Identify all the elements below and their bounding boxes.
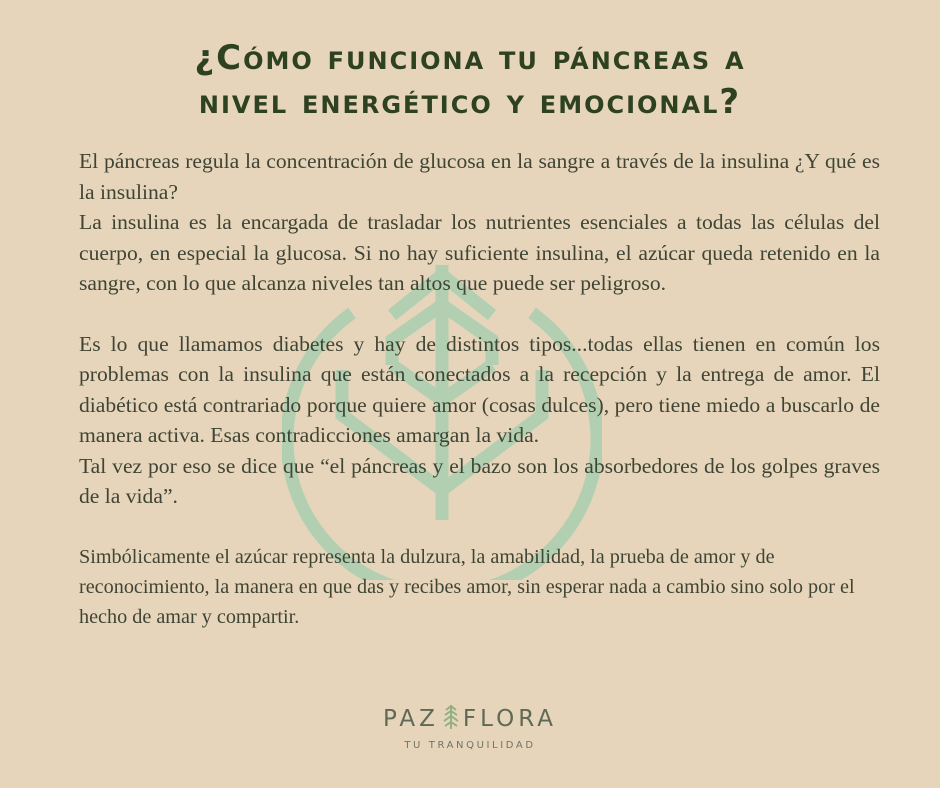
logo-text-right: FLORA: [462, 706, 557, 732]
logo-text-left: PAZ: [382, 706, 439, 732]
article-body: [79, 146, 880, 632]
paragraph-glucose: El páncreas regula la concentración de glucosa en la sangre a través de la insulina ¿Y qué es la insulina?: [79, 149, 880, 204]
paragraph-symbolism: Simbólicamente el azúcar representa la dulzura, la amabilidad, la prueba de amor y de reconocimiento, la manera en que das y recibes amor, sin esperar nada a cambio sino solo por el hecho de amar y compartir.: [79, 545, 855, 628]
title-line-1: ¿Cómo funciona tu páncreas a: [194, 38, 746, 78]
paragraph-quote: Tal vez por eso se dice que “el páncreas y el bazo son los absorbedores de los golpes graves de la vida”.: [79, 453, 880, 508]
paragraph-diabetes: Es lo que llamamos diabetes y hay de distintos tipos...todas ellas tienen en común los problemas con la insulina que están conectados a la recepción y la entrega de amor. El diabético está contrariado porque quiere amor (cosas dulces), pero tiene miedo a buscarlo de manera activa. Esas contradicciones amargan la vida.: [79, 331, 880, 447]
logo-tagline: TU TRANQUILIDAD: [404, 740, 536, 751]
page-title: [0, 36, 940, 124]
brand-logo: [0, 702, 940, 751]
title-line-2: nivel energético y emocional?: [198, 82, 742, 122]
paragraph-insulin: La insulina es la encargada de trasladar los nutrientes esenciales a todas las células del cuerpo, en especial la glucosa. Si no hay suficiente insulina, el azúcar queda retenido en la sangre, con lo que alcanza niveles tan altos que puede ser peligroso.: [79, 210, 880, 295]
leaf-icon: [443, 702, 459, 730]
